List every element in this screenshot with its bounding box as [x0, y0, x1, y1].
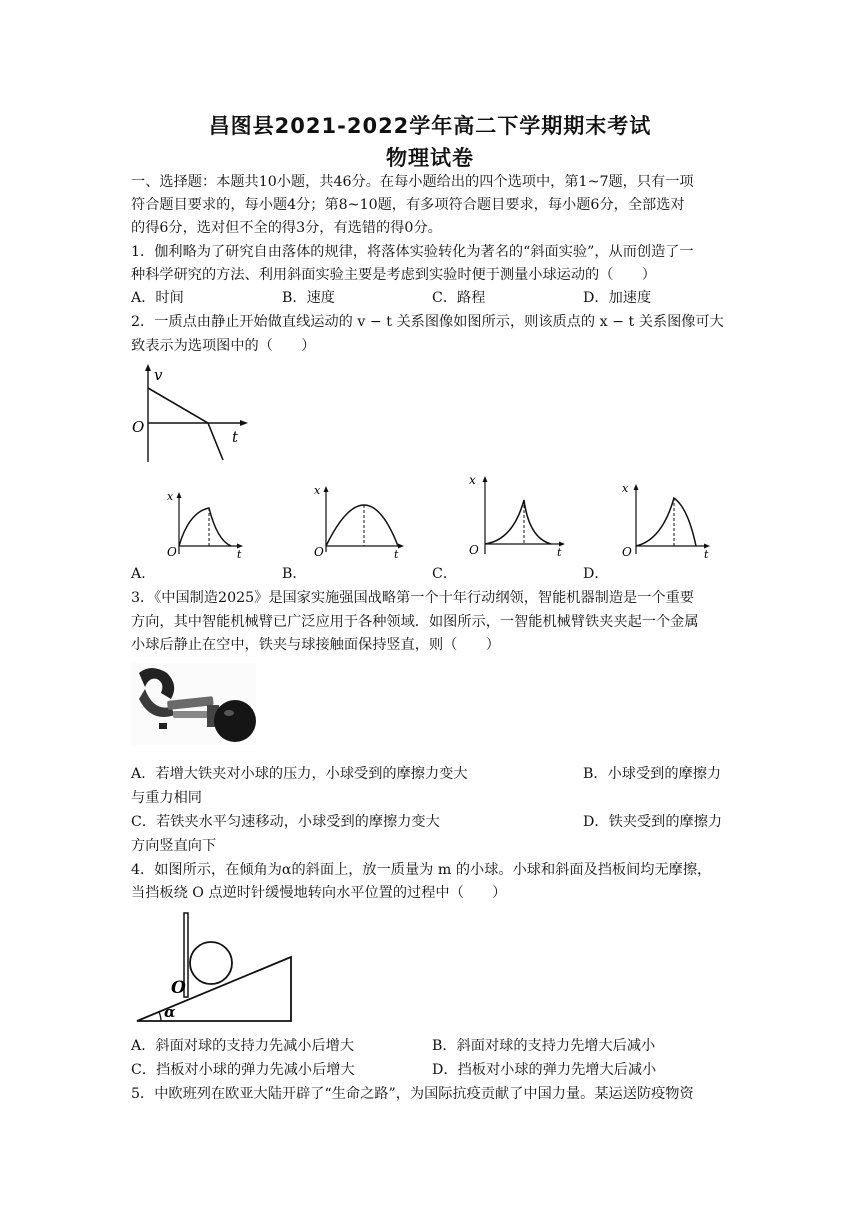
xt-graph-a	[165, 488, 251, 560]
q1-option-c: C．路程	[432, 290, 486, 306]
q1-option-b: B．速度	[282, 290, 335, 306]
q4-option-c: C．挡板对小球的弹力先减小后增大	[131, 1062, 355, 1078]
q3-option-d-cont: 方向竖直向下	[131, 838, 217, 854]
vt-origin-label: O	[132, 418, 145, 436]
section1-line-2: 符合题目要求的，每小题4分；第8~10题，有多项符合题目要求，每小题6分，全部选对	[131, 197, 685, 213]
vt-t-label: t	[232, 428, 239, 446]
vt-v-label: v	[154, 366, 163, 384]
q1-line-2: 种科学研究的方法、利用斜面实验主要是考虑到实验时便于测量小球运动的（ ）	[131, 267, 656, 283]
q3-option-b: B．小球受到的摩擦力	[583, 766, 722, 782]
xt-c-t-label: t	[557, 546, 562, 559]
q2-option-d: D．	[583, 566, 609, 582]
xt-graph-b	[312, 480, 412, 560]
q3-line-3: 小球后静止在空中，铁夹与球接触面保持竖直，则（ ）	[131, 637, 500, 653]
xt-b-origin-label: O	[314, 545, 324, 559]
xt-b-x-label: x	[314, 484, 321, 497]
q2-option-c: C．	[432, 566, 458, 582]
q3-option-c: C．若铁夹水平匀速移动，小球受到的摩擦力变大	[131, 814, 440, 830]
q4-option-b: B．斜面对球的支持力先增大后减小	[432, 1038, 656, 1054]
xt-a-t-label: t	[237, 548, 242, 561]
q2-option-a: A．	[131, 566, 156, 582]
q1-option-a: A．时间	[131, 290, 184, 306]
xt-c-x-label: x	[469, 473, 476, 487]
xt-d-origin-label: O	[622, 545, 632, 559]
q3-option-b-cont: 与重力相同	[131, 790, 202, 806]
section1-line-1: 一、选择题：本题共10小题，共46分。在每小题给出的四个选项中，第1~7题，只有一项	[131, 174, 694, 190]
xt-c-origin-label: O	[469, 543, 479, 557]
q2-line-2: 致表示为选项图中的（ ）	[131, 338, 316, 354]
xt-a-x-label: x	[167, 490, 174, 503]
q3-line-2: 方向，其中智能机械臂已广泛应用于各种领域．如图所示，一智能机械臂铁夹夹起一个金属	[131, 614, 699, 630]
q3-line-1: 3．《中国制造2025》是国家实施强国战略第一个十年行动纲领，智能机器制造是一个重要	[131, 590, 694, 606]
q2-line-1: 2．一质点由静止开始做直线运动的 v − t 关系图像如图所示，则该质点的 x − t 关系图像可大	[131, 314, 724, 330]
q3-option-a: A．若增大铁夹对小球的压力，小球受到的摩擦力变大	[131, 766, 468, 782]
q4-line-2: 当挡板绕 O 点逆时针缓慢地转向水平位置的过程中（ ）	[131, 885, 507, 901]
q2-option-b: B．	[282, 566, 307, 582]
q3-option-d: D．铁夹受到的摩擦力	[583, 814, 723, 830]
xt-graph-d	[618, 478, 718, 560]
exam-title: 昌图县2021-2022学年高二下学期期末考试	[208, 114, 652, 138]
q5-line-1: 5．中欧班列在欧亚大陆开辟了“生命之路”，为国际抗疫贡献了中国力量。某运送防疫物资	[131, 1086, 694, 1102]
exam-subtitle: 物理试卷	[386, 146, 474, 170]
q1-line-1: 1．伽利略为了研究自由落体的规律，将落体实验转化为著名的“斜面实验”，从而创造了一	[131, 244, 694, 260]
q1-option-d: D．加速度	[583, 290, 652, 306]
incline-alpha-label: α	[164, 1003, 176, 1021]
incline-figure	[131, 905, 301, 1025]
q4-option-a: A．斜面对球的支持力先减小后增大	[131, 1038, 355, 1054]
robot-arm-photo	[131, 663, 256, 745]
xt-d-t-label: t	[704, 548, 709, 561]
xt-b-t-label: t	[394, 548, 399, 561]
section1-line-3: 的得6分，选对但不全的得3分，有选错的得0分。	[131, 220, 442, 236]
q4-line-1: 4．如图所示，在倾角为α的斜面上，放一质量为 m 的小球。小球和斜面及挡板间均无摩擦，	[131, 862, 712, 878]
q4-option-d: D．挡板对小球的弹力先增大后减小	[432, 1062, 657, 1078]
xt-d-x-label: x	[622, 482, 629, 495]
xt-a-origin-label: O	[167, 545, 177, 559]
vt-graph	[128, 362, 253, 466]
xt-graph-c	[465, 472, 575, 562]
incline-o-label: O	[171, 978, 186, 998]
